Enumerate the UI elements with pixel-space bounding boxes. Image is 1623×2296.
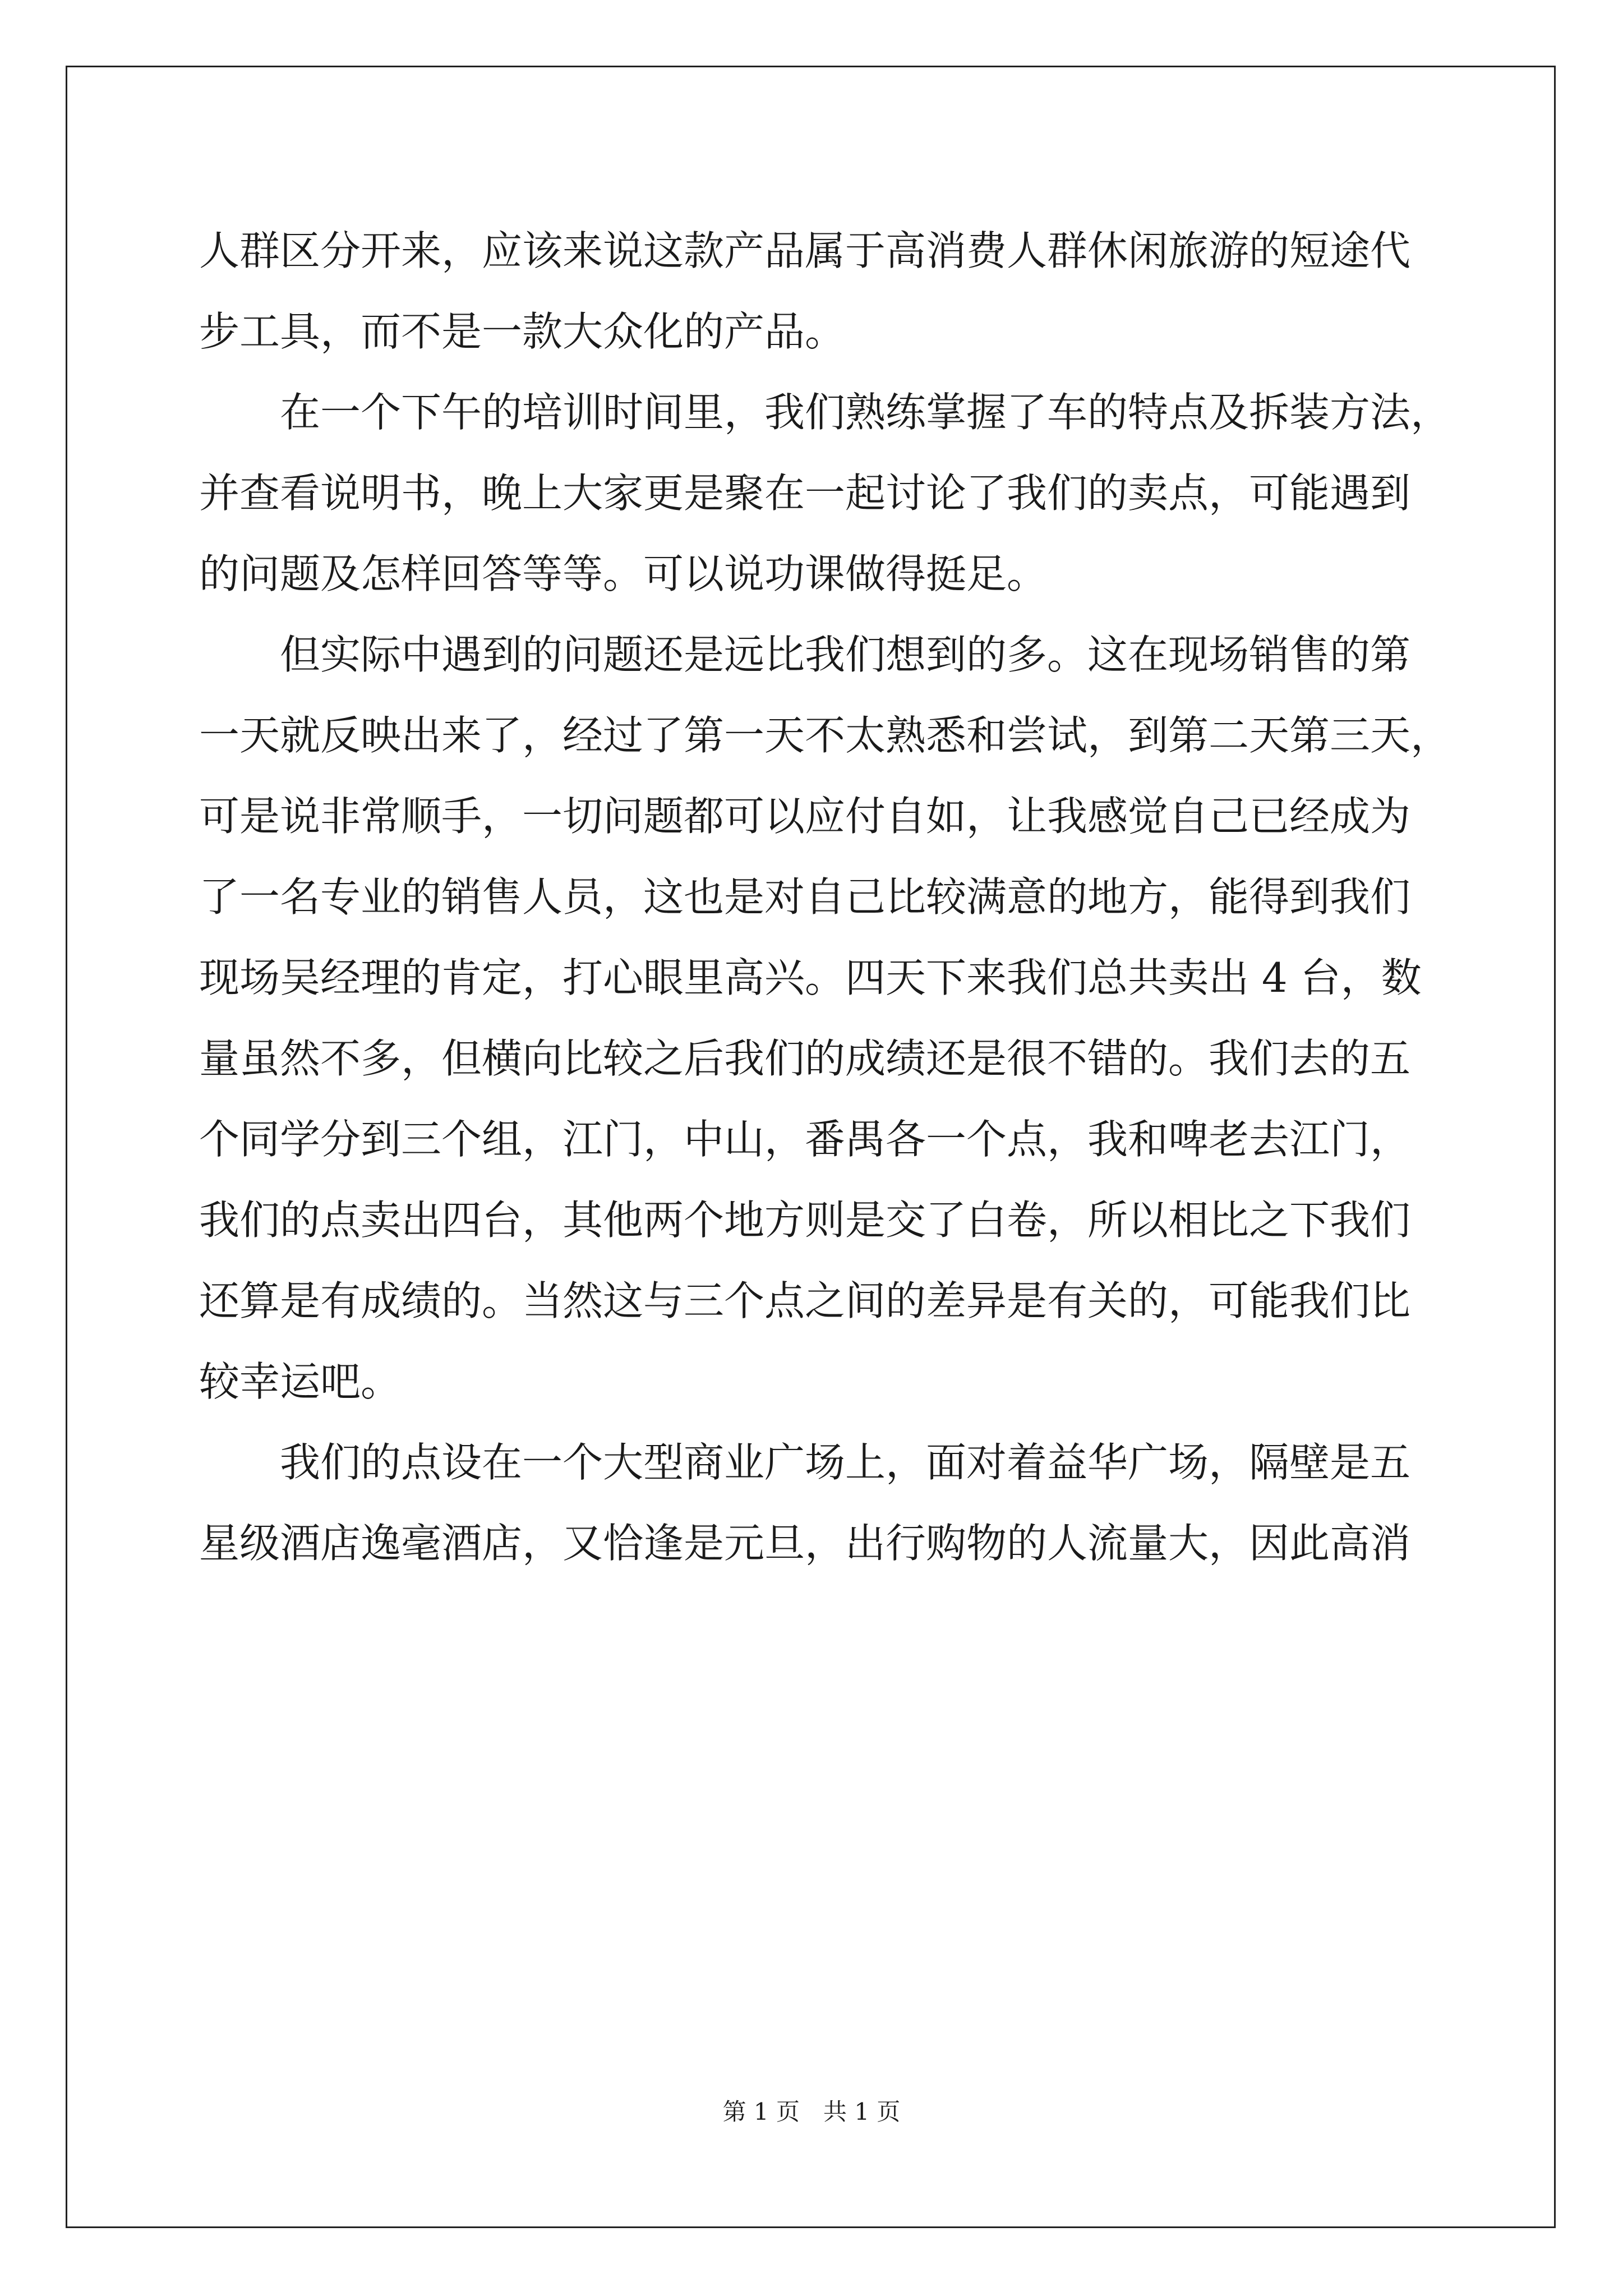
document-body bbox=[199, 210, 1451, 1584]
text-line: 我们的点卖出四台，其他两个地方则是交了白卷，所以相比之下我们 bbox=[199, 1197, 1411, 1244]
text-line: 步工具，而不是一款大众化的产品。 bbox=[199, 308, 846, 355]
text-line: 量虽然不多，但横向比较之后我们的成绩还是很不错的。我们去的五 bbox=[199, 1035, 1411, 1082]
page-number-footer: 第 1 页 共 1 页 bbox=[722, 2098, 901, 2125]
text-line: 的问题及怎样回答等等。可以说功课做得挺足。 bbox=[199, 550, 1048, 597]
text-line: 星级酒店逸毫酒店，又恰逢是元旦，出行购物的人流量大，因此高消 bbox=[199, 1520, 1411, 1567]
text-line: 个同学分到三个组，江门，中山，番禺各一个点，我和啤老去江门， bbox=[199, 1116, 1411, 1163]
text-line: 较幸运吧。 bbox=[199, 1358, 402, 1405]
text-line: 还算是有成绩的。当然这与三个点之间的差异是有关的，可能我们比 bbox=[199, 1277, 1411, 1324]
text-line: 了一名专业的销售人员，这也是对自己比较满意的地方，能得到我们 bbox=[199, 873, 1411, 921]
text-line: 一天就反映出来了，经过了第一天不太熟悉和尝试，到第二天第三天， bbox=[199, 712, 1451, 759]
text-line: 现场吴经理的肯定，打心眼里高兴。四天下来我们总共卖出 4 台，数 bbox=[199, 954, 1422, 1001]
text-line: 并查看说明书，晚上大家更是聚在一起讨论了我们的卖点，可能遇到 bbox=[199, 470, 1411, 517]
paragraph-start-line: 但实际中遇到的问题还是远比我们想到的多。这在现场销售的第 bbox=[280, 631, 1411, 678]
paragraph-start-line: 我们的点设在一个大型商业广场上，面对着益华广场，隔壁是五 bbox=[280, 1439, 1411, 1486]
paragraph-start-line: 在一个下午的培训时间里，我们熟练掌握了车的特点及拆装方法， bbox=[280, 389, 1451, 436]
text-line: 人群区分开来，应该来说这款产品属于高消费人群休闲旅游的短途代 bbox=[199, 227, 1411, 274]
text-line: 可是说非常顺手，一切问题都可以应付自如，让我感觉自己已经成为 bbox=[199, 793, 1411, 840]
